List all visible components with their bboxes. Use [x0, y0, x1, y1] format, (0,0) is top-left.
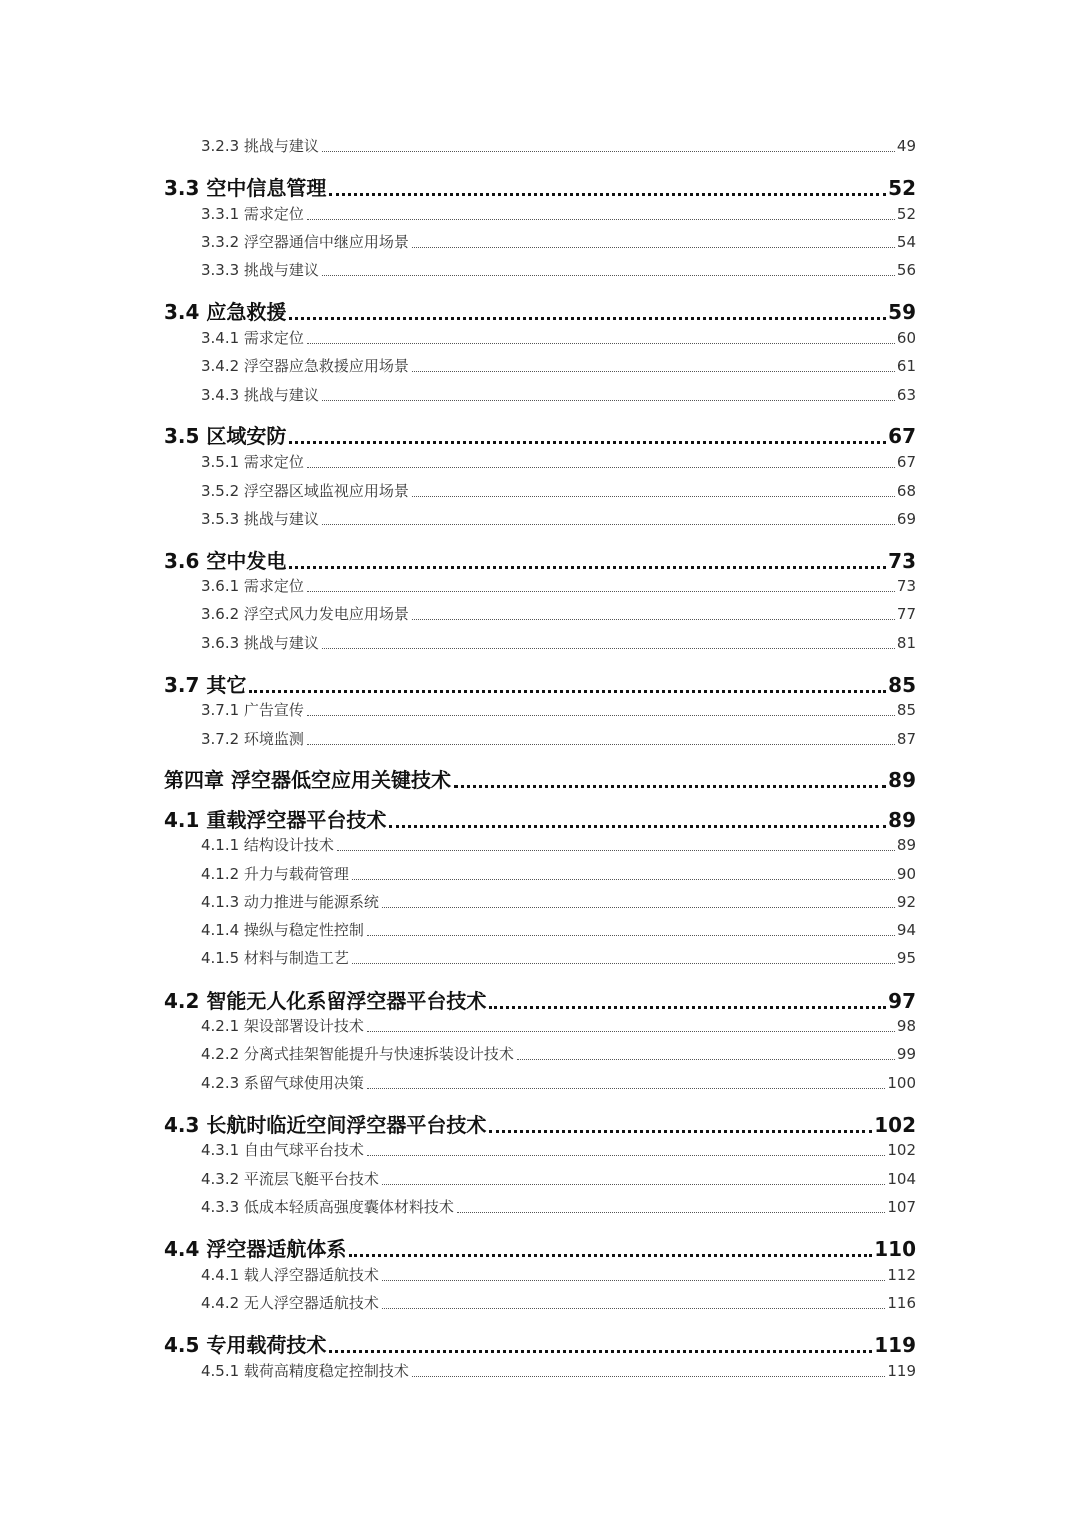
toc-section-title: 4.5 专用载荷技术: [164, 1333, 327, 1357]
toc-entry[interactable]: [201, 508, 916, 529]
toc-page-number: 73: [896, 577, 916, 595]
toc-page-number: 63: [896, 386, 916, 404]
dot-leader: [457, 1211, 885, 1213]
toc-entry[interactable]: [201, 834, 916, 855]
toc-section[interactable]: [164, 172, 916, 201]
toc-section[interactable]: [164, 1329, 916, 1358]
dot-leader: [322, 399, 895, 401]
dot-leader: [349, 1253, 872, 1257]
toc-entry-title: 4.1.2 升力与载荷管理: [201, 865, 349, 883]
toc-page-number: 102: [874, 1113, 916, 1137]
toc-chapter-title: 第四章 浮空器低空应用关键技术: [164, 768, 451, 792]
toc-entry[interactable]: [201, 699, 916, 720]
toc-page-number: 94: [896, 921, 916, 939]
toc-page-number: 77: [896, 605, 916, 623]
toc-page-number: 87: [896, 730, 916, 748]
toc-entry-title: 3.3.1 需求定位: [201, 205, 304, 223]
toc-entry-title: 4.3.2 平流层飞艇平台技术: [201, 1170, 379, 1188]
toc-section-title: 4.3 长航时临近空间浮空器平台技术: [164, 1113, 487, 1137]
toc-entry-title: 4.4.1 载人浮空器适航技术: [201, 1266, 379, 1284]
toc-page-number: 95: [896, 949, 916, 967]
toc-entry[interactable]: [201, 135, 916, 156]
dot-leader: [289, 316, 886, 320]
toc-page-number: 119: [887, 1362, 916, 1380]
toc-page-number: 67: [896, 453, 916, 471]
toc-section[interactable]: [164, 1109, 916, 1138]
dot-leader: [382, 1279, 885, 1281]
toc-entry[interactable]: [201, 632, 916, 653]
dot-leader: [412, 495, 895, 497]
toc-page-number: 116: [887, 1294, 916, 1312]
toc-entry[interactable]: [201, 1072, 916, 1093]
toc-entry-title: 4.1.1 结构设计技术: [201, 836, 334, 854]
toc-entry[interactable]: [201, 728, 916, 749]
dot-leader: [489, 1005, 886, 1009]
toc-entry[interactable]: [201, 480, 916, 501]
toc-entry[interactable]: [201, 451, 916, 472]
dot-leader: [307, 714, 895, 716]
toc-entry-title: 4.3.3 低成本轻质高强度囊体材料技术: [201, 1198, 454, 1216]
dot-leader: [307, 590, 895, 592]
toc-section-title: 3.7 其它: [164, 673, 247, 697]
toc-entry-title: 4.1.3 动力推进与能源系统: [201, 893, 379, 911]
toc-entry[interactable]: [201, 575, 916, 596]
dot-leader: [517, 1058, 895, 1060]
dot-leader: [382, 906, 895, 908]
toc-page-number: 97: [888, 989, 916, 1013]
toc-page-number: 110: [874, 1237, 916, 1261]
toc-entry[interactable]: [201, 1360, 916, 1381]
toc-page-number: 99: [896, 1045, 916, 1063]
dot-leader: [412, 246, 895, 248]
toc-entry-title: 3.3.2 浮空器通信中继应用场景: [201, 233, 409, 251]
dot-leader: [322, 523, 895, 525]
toc-entry[interactable]: [201, 863, 916, 884]
toc-entry[interactable]: [201, 891, 916, 912]
toc-entry[interactable]: [201, 203, 916, 224]
toc-page-number: 98: [896, 1017, 916, 1035]
dot-leader: [322, 647, 895, 649]
toc-entry-title: 4.2.3 系留气球使用决策: [201, 1074, 364, 1092]
toc-page-number: 61: [896, 357, 916, 375]
dot-leader: [322, 150, 895, 152]
toc-entry[interactable]: [201, 919, 916, 940]
toc-entry[interactable]: [201, 947, 916, 968]
toc-page-number: 92: [896, 893, 916, 911]
toc-entry-title: 3.5.3 挑战与建议: [201, 510, 319, 528]
toc-section-title: 3.5 区域安防: [164, 424, 287, 448]
dot-leader: [329, 192, 886, 196]
dot-leader: [367, 1087, 885, 1089]
toc-page-number: 102: [887, 1141, 916, 1159]
toc-page-number: 69: [896, 510, 916, 528]
toc-entry-title: 3.2.3 挑战与建议: [201, 137, 319, 155]
dot-leader: [489, 1129, 872, 1133]
dot-leader: [412, 370, 895, 372]
toc-page-number: 52: [888, 176, 916, 200]
toc-section-title: 4.2 智能无人化系留浮空器平台技术: [164, 989, 487, 1013]
toc-entry[interactable]: [201, 231, 916, 252]
toc-entry-title: 3.4.3 挑战与建议: [201, 386, 319, 404]
toc-page-number: 49: [896, 137, 916, 155]
dot-leader: [337, 849, 895, 851]
dot-leader: [249, 689, 886, 693]
toc-section[interactable]: [164, 669, 916, 698]
toc-section-title: 3.4 应急救援: [164, 300, 287, 324]
toc-entry[interactable]: [201, 384, 916, 405]
dot-leader: [307, 743, 895, 745]
toc-page-number: 107: [887, 1198, 916, 1216]
dot-leader: [329, 1349, 872, 1353]
dot-leader: [307, 466, 895, 468]
toc-page-number: 81: [896, 634, 916, 652]
toc-entry-title: 3.6.2 浮空式风力发电应用场景: [201, 605, 409, 623]
dot-leader: [382, 1183, 885, 1185]
toc-entry-title: 3.5.1 需求定位: [201, 453, 304, 471]
toc-entry[interactable]: [201, 603, 916, 624]
toc-section-title: 3.3 空中信息管理: [164, 176, 327, 200]
toc-section-title: 4.4 浮空器适航体系: [164, 1237, 347, 1261]
toc-page-number: 89: [896, 836, 916, 854]
toc-page-number: 68: [896, 482, 916, 500]
dot-leader: [367, 1154, 885, 1156]
toc-page-number: 112: [887, 1266, 916, 1284]
toc-entry-title: 3.4.1 需求定位: [201, 329, 304, 347]
toc-page-number: 54: [896, 233, 916, 251]
toc-entry-title: 4.2.2 分离式挂架智能提升与快速拆装设计技术: [201, 1045, 514, 1063]
toc-entry-title: 3.4.2 浮空器应急救援应用场景: [201, 357, 409, 375]
toc-section[interactable]: [164, 1233, 916, 1262]
dot-leader: [307, 218, 895, 220]
toc-entry[interactable]: [201, 1168, 916, 1189]
toc-page-number: 89: [888, 768, 916, 792]
toc-entry[interactable]: [201, 1292, 916, 1313]
toc-page-number: 67: [888, 424, 916, 448]
dot-leader: [289, 440, 886, 444]
toc-entry-title: 3.7.2 环境监测: [201, 730, 304, 748]
toc-section[interactable]: [164, 420, 916, 449]
toc-entry[interactable]: [201, 355, 916, 376]
toc-page-number: 90: [896, 865, 916, 883]
toc-entry-title: 3.6.1 需求定位: [201, 577, 304, 595]
toc-page-number: 73: [888, 549, 916, 573]
toc-page-number: 60: [896, 329, 916, 347]
toc-page-number: 100: [887, 1074, 916, 1092]
dot-leader: [367, 1030, 895, 1032]
toc-page-number: 119: [874, 1333, 916, 1357]
toc-page-number: 52: [896, 205, 916, 223]
toc-entry[interactable]: [201, 1196, 916, 1217]
toc-section[interactable]: [164, 545, 916, 574]
toc-entry-title: 3.3.3 挑战与建议: [201, 261, 319, 279]
dot-leader: [352, 962, 895, 964]
toc-section[interactable]: [164, 985, 916, 1014]
toc-page-number: 85: [896, 701, 916, 719]
toc-page-number: 56: [896, 261, 916, 279]
toc-page-number: 89: [888, 808, 916, 832]
toc-entry-title: 3.5.2 浮空器区域监视应用场景: [201, 482, 409, 500]
toc-entry[interactable]: [201, 1139, 916, 1160]
toc-page-number: 85: [888, 673, 916, 697]
toc-section-title: 4.1 重载浮空器平台技术: [164, 808, 387, 832]
toc-section-title: 3.6 空中发电: [164, 549, 287, 573]
toc-entry-title: 4.5.1 载荷高精度稳定控制技术: [201, 1362, 409, 1380]
dot-leader: [382, 1307, 885, 1309]
toc-entry-title: 4.2.1 架设部署设计技术: [201, 1017, 364, 1035]
toc-entry[interactable]: [201, 259, 916, 280]
dot-leader: [289, 565, 886, 569]
dot-leader: [352, 878, 895, 880]
dot-leader: [389, 824, 886, 828]
toc-entry-title: 4.4.2 无人浮空器适航技术: [201, 1294, 379, 1312]
toc-entry-title: 4.1.5 材料与制造工艺: [201, 949, 349, 967]
dot-leader: [454, 784, 886, 788]
toc-entry[interactable]: [201, 327, 916, 348]
toc-entry-title: 4.3.1 自由气球平台技术: [201, 1141, 364, 1159]
dot-leader: [367, 934, 895, 936]
toc-chapter[interactable]: [164, 764, 916, 793]
toc-page-number: 104: [887, 1170, 916, 1188]
dot-leader: [322, 274, 895, 276]
toc-entry-title: 4.1.4 操纵与稳定性控制: [201, 921, 364, 939]
toc-section[interactable]: [164, 296, 916, 325]
dot-leader: [307, 342, 895, 344]
toc-page-number: 59: [888, 300, 916, 324]
toc-entry[interactable]: [201, 1015, 916, 1036]
dot-leader: [412, 1375, 885, 1377]
toc-entry-title: 3.6.3 挑战与建议: [201, 634, 319, 652]
toc-entry[interactable]: [201, 1264, 916, 1285]
toc-entry-title: 3.7.1 广告宣传: [201, 701, 304, 719]
dot-leader: [412, 618, 895, 620]
toc-entry[interactable]: [201, 1043, 916, 1064]
toc-section[interactable]: [164, 804, 916, 833]
